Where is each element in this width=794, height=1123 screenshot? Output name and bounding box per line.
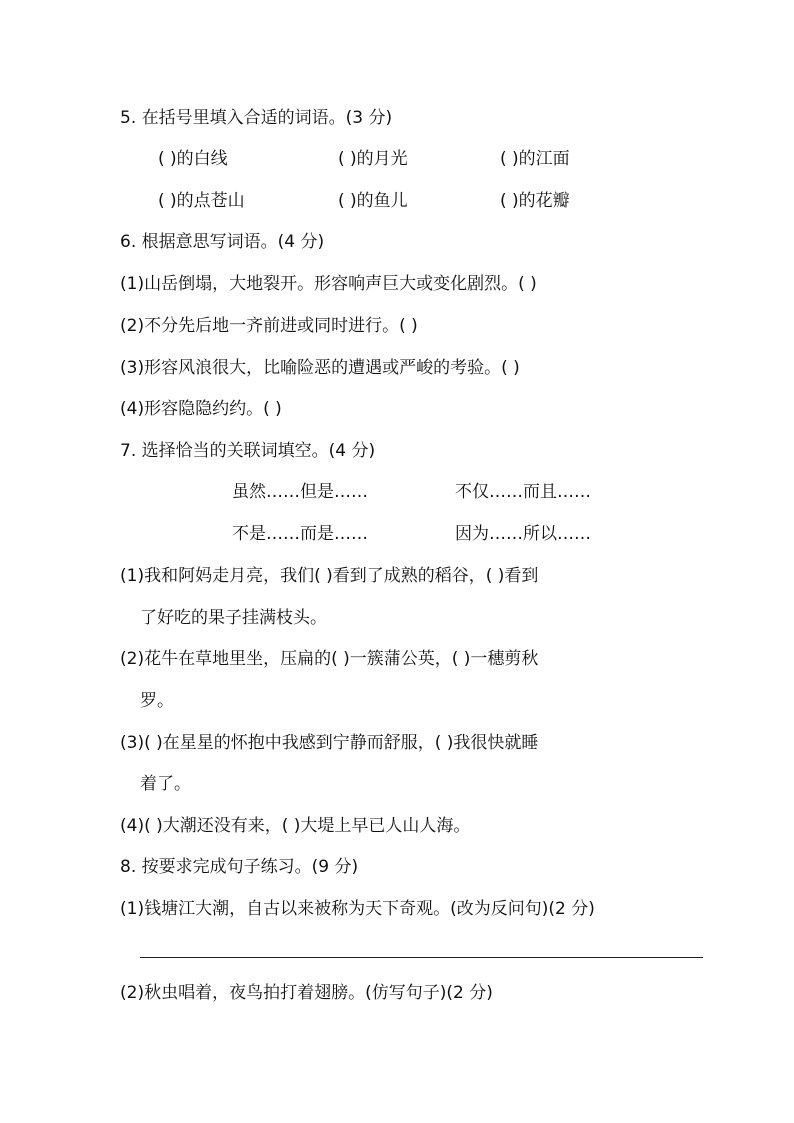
q7-option-3: 不是……而是…… — [232, 524, 368, 544]
q5-blank-5[interactable]: ( )的鱼儿 — [338, 191, 408, 211]
q7-option-2: 不仅……而且…… — [455, 482, 591, 502]
q8-heading: 8. 按要求完成句子练习。(9 分) — [120, 857, 359, 877]
q6-item-2[interactable]: (2)不分先后地一齐前进或同时进行。( ) — [120, 316, 418, 336]
q7-option-4: 因为……所以…… — [455, 524, 591, 544]
q7-item-1-cont: 了好吃的果子挂满枝头。 — [140, 608, 327, 628]
q6-heading: 6. 根据意思写词语。(4 分) — [120, 232, 325, 252]
q5-blank-1[interactable]: ( )的白线 — [158, 149, 228, 169]
q7-item-2-cont: 罗。 — [140, 691, 174, 711]
q5-blank-6[interactable]: ( )的花瓣 — [500, 191, 570, 211]
q8-answer-line-1[interactable] — [140, 957, 703, 958]
q7-item-2[interactable]: (2)花牛在草地里坐，压扁的( )一簇蒲公英，( )一穗剪秋 — [120, 649, 539, 669]
q7-item-4[interactable]: (4)( )大潮还没有来，( )大堤上早已人山人海。 — [120, 816, 471, 836]
q6-item-3[interactable]: (3)形容风浪很大，比喻险恶的遭遇或严峻的考验。( ) — [120, 358, 520, 378]
q7-option-1: 虽然……但是…… — [232, 482, 368, 502]
q7-item-3-cont: 着了。 — [140, 774, 191, 794]
q6-item-1[interactable]: (1)山岳倒塌，大地裂开。形容响声巨大或变化剧烈。( ) — [120, 274, 537, 294]
q7-item-3[interactable]: (3)( )在星星的怀抱中我感到宁静而舒服，( )我很快就睡 — [120, 733, 539, 753]
q8-item-2: (2)秋虫唱着，夜鸟拍打着翅膀。(仿写句子)(2 分) — [120, 983, 493, 1003]
q5-blank-3[interactable]: ( )的江面 — [500, 149, 570, 169]
q6-item-4[interactable]: (4)形容隐隐约约。( ) — [120, 399, 282, 419]
q7-item-1[interactable]: (1)我和阿妈走月亮，我们( )看到了成熟的稻谷，( )看到 — [120, 566, 539, 586]
q8-item-1: (1)钱塘江大潮，自古以来被称为天下奇观。(改为反问句)(2 分) — [120, 899, 595, 919]
q5-blank-4[interactable]: ( )的点苍山 — [158, 191, 245, 211]
q7-heading: 7. 选择恰当的关联词填空。(4 分) — [120, 441, 376, 461]
q5-heading: 5. 在括号里填入合适的词语。(3 分) — [120, 108, 393, 128]
q5-blank-2[interactable]: ( )的月光 — [338, 149, 408, 169]
